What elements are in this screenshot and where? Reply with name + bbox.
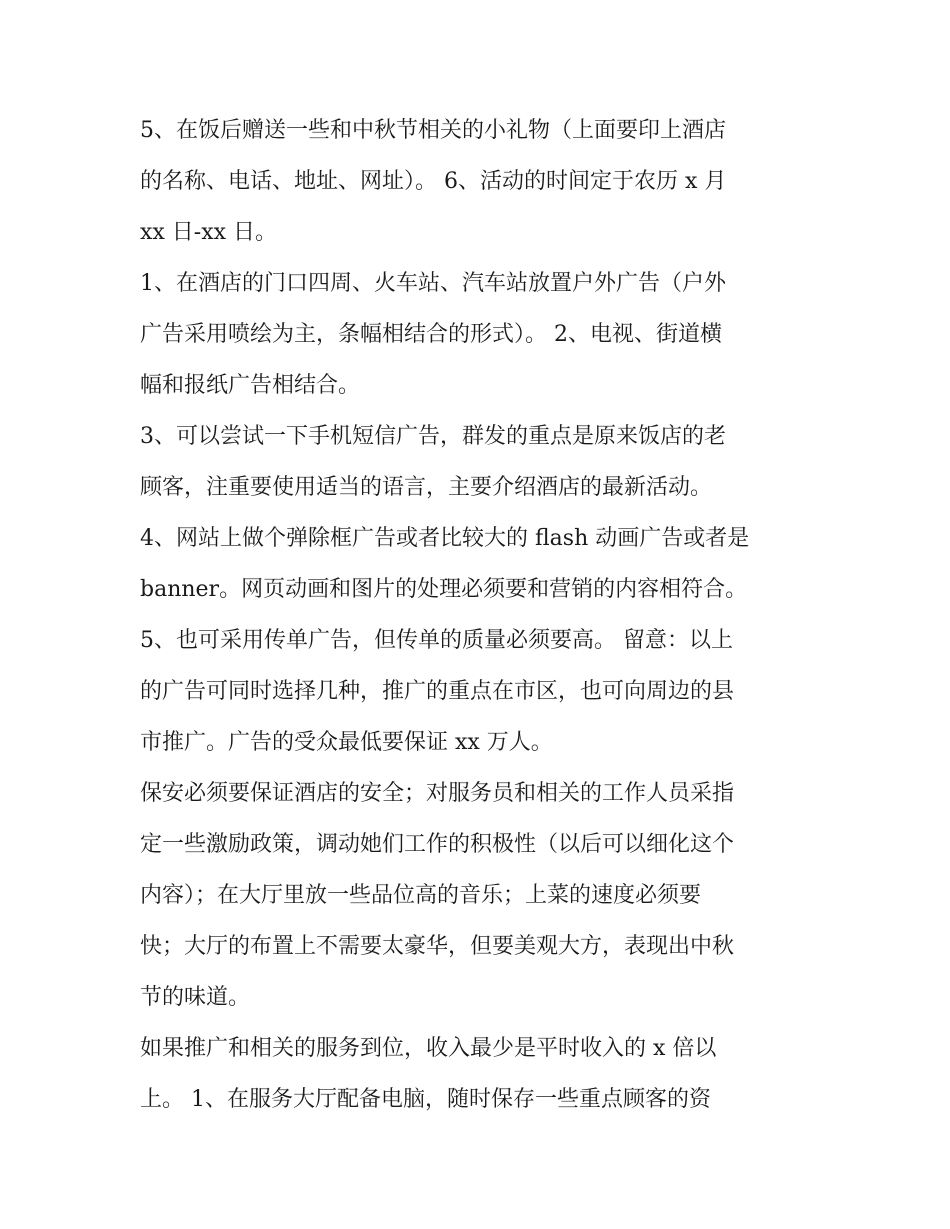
document-body <box>140 105 820 1125</box>
paragraph-flyer-ads <box>140 615 820 768</box>
paragraph-revenue <box>140 1023 820 1125</box>
text-line: 内容）；在大厅里放一些品位高的音乐；上菜的速度必须要 <box>140 883 702 908</box>
text-line: 保安必须要保证酒店的安全；对服务员和相关的工作人员采指 <box>140 781 735 806</box>
text-line: 如果推广和相关的服务到位，收入最少是平时收入的 x 倍以 <box>140 1036 717 1061</box>
text-line: xx 日-xx 日。 <box>140 220 278 245</box>
text-line: 定一些激励政策，调动她们工作的积极性（以后可以细化这个 <box>140 832 735 857</box>
text-line: 上。 1、在服务大厅配备电脑，随时保存一些重点顾客的资 <box>140 1087 711 1112</box>
text-line: 广告采用喷绘为主，条幅相结合的形式）。 2、电视、街道横 <box>140 322 722 347</box>
paragraph-sms-ads <box>140 411 820 513</box>
paragraph-gifts-and-dates <box>140 105 820 258</box>
text-line: 4、网站上做个弹除框广告或者比较大的 flash 动画广告或者是 <box>140 526 750 551</box>
paragraph-service-staff <box>140 768 820 1023</box>
text-line: 幅和报纸广告相结合。 <box>140 373 361 398</box>
text-line: 市推广。广告的受众最低要保证 xx 万人。 <box>140 730 553 755</box>
text-line: 节的味道。 <box>140 985 251 1010</box>
text-line: 的广告可同时选择几种，推广的重点在市区，也可向周边的县 <box>140 679 735 704</box>
text-line: 的名称、电话、地址、网址）。 6、活动的时间定于农历 x 月 <box>140 169 727 194</box>
paragraph-outdoor-ads <box>140 258 820 411</box>
text-line: 快；大厅的布置上不需要太豪华，但要美观大方，表现出中秋 <box>140 934 735 959</box>
text-line: 5、在饭后赠送一些和中秋节相关的小礼物（上面要印上酒店 <box>140 118 726 143</box>
text-line: 3、可以尝试一下手机短信广告，群发的重点是原来饭店的老 <box>140 424 726 449</box>
paragraph-web-ads <box>140 513 820 615</box>
text-line: banner。网页动画和图片的处理必须要和营销的内容相符合。 <box>140 577 748 602</box>
text-line: 顾客，注重要使用适当的语言，主要介绍酒店的最新活动。 <box>140 475 713 500</box>
text-line: 5、也可采用传单广告，但传单的质量必须要高。 留意：以上 <box>140 628 733 653</box>
text-line: 1、在酒店的门口四周、火车站、汽车站放置户外广告（户外 <box>140 271 726 296</box>
